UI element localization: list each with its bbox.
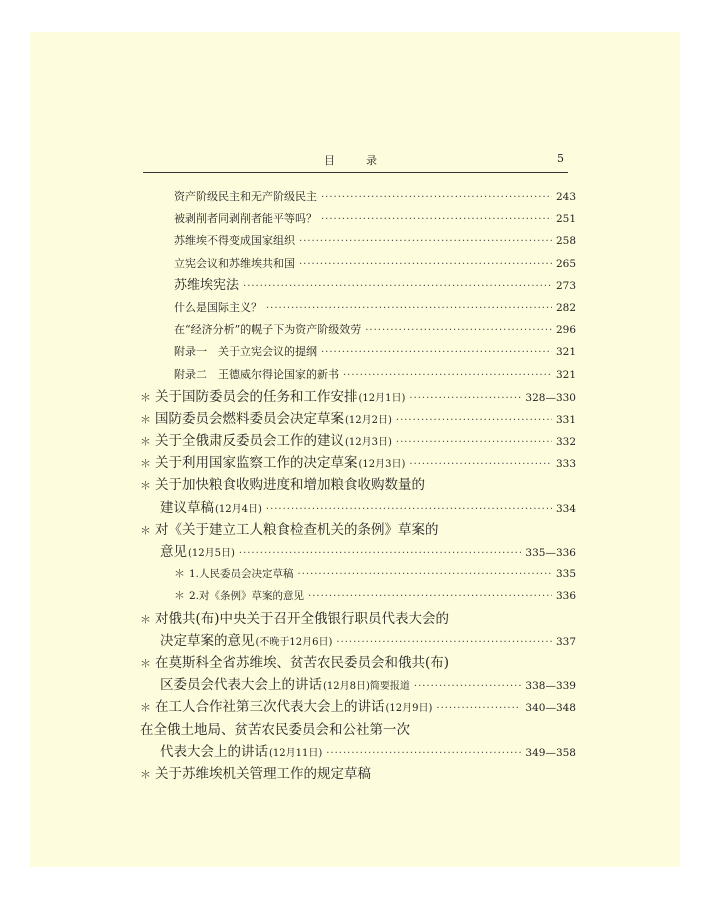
- toc-entry-continuation[interactable]: [140, 674, 576, 696]
- toc-entry[interactable]: [140, 186, 576, 208]
- toc-entry[interactable]: [140, 230, 576, 252]
- toc-entry-title: 区委员会代表大会上的讲话: [160, 677, 322, 694]
- toc-entry[interactable]: [140, 208, 576, 230]
- toc-entry-title: 对俄共(布)中央关于召开全俄银行职员代表大会的: [155, 610, 450, 627]
- asterisk-mark: ＊: [174, 567, 185, 581]
- toc-entry-title: 代表大会上的讲话: [160, 743, 268, 760]
- toc-entry-title: 在全俄土地局、贫苦农民委员会和公社第一次: [140, 721, 410, 738]
- toc-subentry[interactable]: [140, 563, 576, 585]
- toc-entry-continuation[interactable]: [140, 497, 576, 519]
- asterisk-mark: ＊: [140, 479, 151, 493]
- dot-leader: [299, 254, 552, 275]
- asterisk-mark: ＊: [174, 589, 185, 603]
- toc-entry-page: 335—336: [525, 547, 576, 559]
- toc-entry-title: 2.对《条例》草案的意见: [189, 590, 305, 603]
- toc-entry-date: (12月3日): [358, 459, 406, 471]
- toc-entry-page: 282: [555, 301, 576, 314]
- toc-entry-title: 资产阶级民主和无产阶级民主: [174, 190, 317, 203]
- header-page-number: 5: [557, 152, 564, 165]
- toc-entry-title: 附录二 王德威尔得论国家的新书: [174, 367, 339, 381]
- toc-entry[interactable]: [140, 408, 576, 430]
- toc-entry-page: 265: [555, 257, 576, 270]
- toc-entry-page: 338—339: [525, 680, 576, 693]
- asterisk-mark: ＊: [140, 612, 151, 626]
- toc-entry[interactable]: [140, 763, 576, 785]
- toc-entry-title: 关于全俄肃反委员会工作的建议: [155, 433, 344, 450]
- toc-entry[interactable]: [140, 386, 576, 408]
- toc-entry-page: 296: [555, 324, 576, 337]
- dot-leader: [396, 432, 552, 452]
- toc-entry-date: (不晚于12月6日): [255, 636, 333, 648]
- toc-entry-title: 被剥削者同剥削者能平等吗？: [174, 212, 317, 226]
- toc-entry-title: 关于利用国家监察工作的决定草案: [155, 455, 358, 472]
- dot-leader: [321, 187, 552, 208]
- asterisk-mark: ＊: [140, 656, 151, 670]
- toc-entry-title: 立宪会议和苏维埃共和国: [174, 256, 295, 270]
- toc-entry-title: 在“经济分析”的幌子下为资产阶级效劳: [174, 323, 362, 337]
- toc-entry-page: 251: [555, 213, 576, 226]
- dot-leader: [321, 342, 552, 363]
- dot-leader: [414, 676, 522, 696]
- toc-entry-title: 建议草稿: [160, 499, 214, 516]
- dot-leader: [336, 632, 552, 652]
- toc-entry-page: 321: [555, 346, 576, 359]
- dot-leader: [299, 231, 552, 252]
- toc-entry[interactable]: [140, 430, 576, 452]
- toc-entry-title: 附录一 关于立宪会议的提纲: [174, 345, 317, 359]
- dot-leader: [239, 543, 522, 563]
- toc-entry-page: 333: [555, 458, 576, 471]
- toc-entry-date: (12月4日): [215, 503, 262, 515]
- toc-entry[interactable]: [140, 319, 576, 341]
- toc-entry[interactable]: [140, 652, 576, 674]
- asterisk-mark: ＊: [140, 767, 151, 781]
- dot-leader: [321, 209, 552, 230]
- toc-entry[interactable]: [140, 297, 576, 319]
- dot-leader: [343, 365, 552, 386]
- asterisk-mark: ＊: [140, 457, 151, 471]
- asterisk-mark: ＊: [140, 701, 151, 715]
- toc-entry-continuation[interactable]: [140, 741, 576, 763]
- toc-entry-page: 340—348: [525, 702, 576, 715]
- toc-entry-page: 332: [555, 436, 576, 449]
- toc-entry[interactable]: [140, 452, 576, 474]
- toc-entry-page: 337: [555, 635, 576, 648]
- toc-entry-title: 在莫斯科全省苏维埃、贫苦农民委员会和俄共(布): [155, 654, 450, 671]
- toc-entry-title: 关于加快粮食收购进度和增加粮食收购数量的: [155, 477, 425, 494]
- toc-entry-page: 321: [555, 368, 576, 381]
- toc-entry-page: 331: [555, 413, 576, 426]
- dot-leader: [409, 454, 552, 474]
- toc-entry-title: 决定草案的意见: [160, 632, 255, 649]
- toc-entry-title: 什么是国际主义？: [174, 300, 262, 314]
- toc-entry-title: 对《关于建立工人粮食检查机关的条例》草案的: [155, 521, 439, 538]
- dot-leader: [266, 499, 552, 519]
- toc-entry-title: 苏维埃不得变成国家组织: [174, 234, 295, 248]
- table-of-contents: [140, 186, 576, 785]
- dot-leader: [326, 743, 521, 763]
- toc-entry-date: (12月5日): [188, 548, 235, 559]
- asterisk-mark: ＊: [140, 412, 151, 426]
- dot-leader: [409, 388, 521, 408]
- asterisk-mark: ＊: [140, 523, 151, 537]
- toc-entry-page: 334: [555, 502, 576, 515]
- page-header: [143, 150, 568, 173]
- dot-leader: [308, 586, 552, 607]
- dot-leader: [436, 698, 521, 718]
- toc-entry-continuation[interactable]: [140, 541, 576, 563]
- toc-entry-date: (12月9日): [385, 703, 433, 715]
- toc-entry[interactable]: [140, 696, 576, 718]
- dot-leader: [266, 298, 552, 319]
- toc-subentry[interactable]: [140, 585, 576, 607]
- asterisk-mark: ＊: [140, 390, 151, 404]
- toc-entry-title: 关于苏维埃机关管理工作的规定草稿: [155, 765, 371, 782]
- toc-entry-title: 1.人民委员会决定草稿: [189, 568, 294, 581]
- dot-leader: [243, 276, 552, 297]
- toc-entry-page: 273: [555, 279, 576, 292]
- toc-entry-title: 意见: [160, 544, 187, 560]
- toc-entry[interactable]: [140, 608, 576, 630]
- toc-entry-page: 328—330: [525, 391, 576, 404]
- toc-entry[interactable]: [140, 719, 576, 741]
- toc-entry-title: 在工人合作社第三次代表大会上的讲话: [155, 699, 385, 716]
- dot-leader: [396, 410, 552, 430]
- toc-entry-page: 243: [555, 191, 576, 203]
- toc-entry[interactable]: [140, 253, 576, 275]
- toc-entry-date: (12月11日): [269, 747, 323, 759]
- dot-leader: [365, 320, 552, 341]
- toc-entry-date: (12月2日): [345, 414, 392, 426]
- toc-entry-date: (12月8日)简要报道: [323, 681, 410, 693]
- dot-leader: [298, 564, 552, 585]
- toc-entry-title: 国防委员会燃料委员会决定草案: [155, 410, 344, 427]
- toc-entry-title: 关于国防委员会的任务和工作安排: [155, 388, 358, 405]
- toc-entry-title: 苏维埃宪法: [174, 277, 240, 293]
- header-title: 目 录: [324, 154, 387, 167]
- toc-entry-date: (12月1日): [358, 392, 406, 404]
- toc-entry[interactable]: [140, 364, 576, 386]
- toc-entry-continuation[interactable]: [140, 630, 576, 652]
- toc-entry-page: 349—358: [525, 746, 576, 759]
- toc-entry[interactable]: [140, 519, 576, 541]
- toc-entry-page: 336: [555, 590, 576, 603]
- toc-entry-page: 258: [555, 235, 576, 248]
- toc-entry[interactable]: [140, 341, 576, 363]
- toc-entry[interactable]: [140, 474, 576, 496]
- toc-entry-date: (12月3日): [345, 437, 392, 449]
- asterisk-mark: ＊: [140, 435, 151, 449]
- toc-entry[interactable]: [140, 275, 576, 297]
- toc-entry-page: 335: [555, 568, 576, 581]
